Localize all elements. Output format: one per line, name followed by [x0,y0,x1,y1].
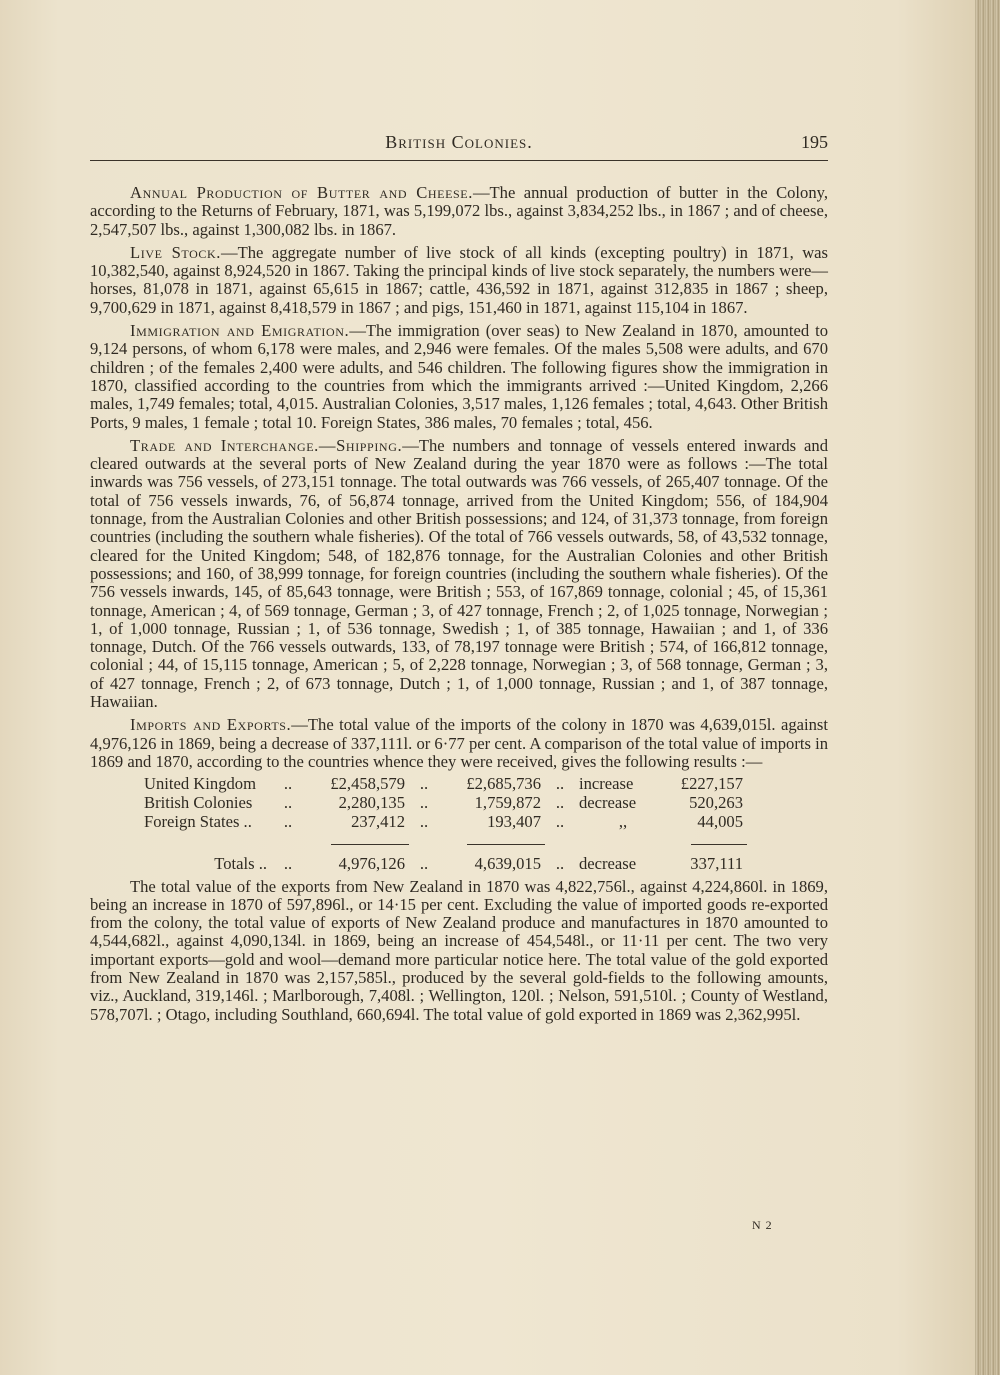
page-edge [975,0,1000,1375]
leader-dots: .. [555,792,565,812]
page-header [90,132,828,156]
paragraph-butter-cheese [90,184,828,239]
paragraph-text: —The total value of the imports of the colony in 1870 was 4,639,015l. against 4,976,126 in 1869, being a decrease of 337,111l. or 6·77 per cent. A comparison of the total value of imports in 1869 and 1870, according to the countries whence they were received, gives the following results :— [90,715,828,771]
value-1869: 2,280,135 [338,792,405,812]
leader-dots: .. [419,854,429,874]
change-type: decrease [579,792,637,812]
leader-dots: .. [555,854,565,874]
value-1869: £2,458,579 [330,773,405,793]
value-1869: 237,412 [351,811,405,831]
table-row [140,774,747,793]
row-label: United Kingdom [144,773,256,793]
section-heading: Imports and Exports. [130,715,292,735]
totals-label: Totals .. [214,854,267,874]
signature-mark: N 2 [752,1218,773,1232]
paragraph-text: —The numbers and tonnage of vessels entered inwards and cleared outwards at the several ports of New Zealand during the year 1870 were as follows :—The total inwards was 756 vessels, of 273,151 tonnage. The total outwards was 766 vessels, of 265,407 tonnage. Of the total of 756 vessels inwards, 76, of 56,874 tonnage, arrived from the United Kingdom; 556, of 184,904 tonnage, from the Australian Colonies and other British possessions; and 124, of 31,373 tonnage, from foreign countries (including the southern whale fisheries). Of the total of 766 vessels outwards, 58, of 43,532 tonnage, cleared for the United Kingdom; 548, of 182,876 tonnage, for the Australian Colonies and other British possessions; and 160, of 38,999 tonnage, for foreign countries (including the southern whale fisheries). Of the 756 vessels inwards, 145, of 85,643 tonnage, were British ; 553, of 167,869 tonnage, colonial ; 45, of 15,361 tonnage, American ; 4, of 569 tonnage, German ; 3, of 427 tonnage, French ; 2, of 1,025 tonnage, Norwegian ; 1, of 1,000 tonnage, Russian ; 1, of 536 tonnage, Swedish ; 1, of 385 tonnage, Hawaiian ; and 1, of 336 tonnage, Dutch. Of the 766 vessels outwards, 133, of 78,197 tonnage were British ; 574, of 166,812 tonnage, colonial ; 44, of 15,115 tonnage, American ; 5, of 2,228 tonnage, Norwegian ; 3, of 568 tonnage, German ; 3, of 427 tonnage, French ; 2, of 673 tonnage, Dutch ; 1, of 1,000 tonnage, Russian ; and 1, of 387 tonnage, Hawaiian. [90,435,828,712]
change-type: ,, [618,811,628,831]
value-1870: 193,407 [487,811,541,831]
paragraph-immigration [90,322,828,432]
leader-dots: .. [419,773,429,793]
leader-dots: .. [283,854,293,874]
difference: £227,157 [680,773,743,793]
leader-dots: .. [419,811,429,831]
paragraph-text: —The immigration (over seas) to New Zealand in 1870, amounted to 9,124 persons, of whom 6,178 were males, and 2,946 were females. Of the males 5,508 were adults, and 670 children ; of the females 2,400 were adults, and 546 children. The following figures show the immigration in 1870, classified according to the countries from which the immigrants arrived :—United Kingdom, 2,266 males, 1,749 females; total, 4,015. Australian Colonies, 3,517 males, 1,126 females ; total, 4,643. Other British Ports, 9 males, 1 female ; total 10. Foreign States, 386 males, 70 females ; total, 456. [90,321,829,432]
total-1869: 4,976,126 [338,854,405,874]
page-number: 195 [801,132,828,152]
paragraph-live-stock [90,244,828,317]
section-heading: Immigration and Emigration. [130,321,350,341]
sum-rule [331,844,409,845]
row-label: Foreign States .. [144,811,252,831]
paragraph-text: —The annual production of butter in the Colony, according to the Returns of February, 1871, was 5,199,072 lbs., against 3,834,252 lbs., in 1867 ; and of cheese, 2,547,507 lbs., against 1,300,082 lbs. in 1867. [90,183,829,239]
total-difference: 337,111 [690,854,743,874]
leader-dots: .. [283,811,293,831]
paragraph-imports [90,716,828,771]
running-title: British Colonies. [385,132,533,152]
leader-dots: .. [283,792,293,812]
header-rule [90,160,828,161]
total-change-type: decrease [579,854,637,874]
leader-dots: .. [555,773,565,793]
table-row [140,793,747,812]
sum-rule [691,844,747,845]
section-heading: Trade and Interchange.—Shipping. [130,435,403,455]
paragraph-text: —The aggregate number of live stock of all kinds (excepting poultry) in 1871, was 10,382,540, against 8,924,520 in 1867. Taking the principal kinds of live stock separately, the numbers were—horses, 81,078 in 1871, against 65,615 in 1867; cattle, 436,592 in 1871, against 312,835 in 1867 ; sheep, 9,700,629 in 1871, against 8,418,579 in 1867 ; and pigs, 151,460 in 1871, against 115,104 in 1867. [90,242,828,317]
total-1870: 4,639,015 [474,854,541,874]
row-label: British Colonies [144,792,253,812]
leader-dots: .. [555,811,565,831]
imports-table [140,774,747,873]
table-rule-row [140,831,747,849]
paragraph-text: The total value of the exports from New Zealand in 1870 was 4,822,756l., against 4,224,860l. in 1869, being an increase in 1870 of 597,896l., or 14·15 per cent. Excluding the value of imported goods re-exported from the colony, the total value of exports of New Zealand produce and manufactures in 1870 amounted to 4,544,682l., against 4,090,134l. in 1869, being an increase of 454,548l., or 11·11 per cent. The two very important exports—gold and wool—demand more particular notice here. The total value of the gold exported from New Zealand in 1870 was 2,157,585l., produced by the several gold-fields to the following amounts, viz., Auckland, 319,146l. ; Marlborough, 7,408l. ; Wellington, 120l. ; Nelson, 591,510l. ; County of Westland, 578,707l. ; Otago, including Southland, 660,694l. The total value of gold exported in 1869 was 2,362,995l. [90,876,828,1024]
section-heading: Annual Production of Butter and Cheese. [130,183,473,202]
difference: 44,005 [697,811,743,831]
table-row [140,812,747,831]
leader-dots: .. [283,773,293,793]
leader-dots: .. [419,792,429,812]
paragraph-exports [90,878,828,1024]
change-type: increase [579,773,634,793]
section-heading: Live Stock. [130,242,221,262]
paragraph-trade [90,437,828,711]
sum-rule [467,844,545,845]
value-1870: 1,759,872 [474,792,541,812]
totals-row [140,850,747,874]
difference: 520,263 [689,792,743,812]
body-text [90,184,828,1029]
value-1870: £2,685,736 [466,773,541,793]
